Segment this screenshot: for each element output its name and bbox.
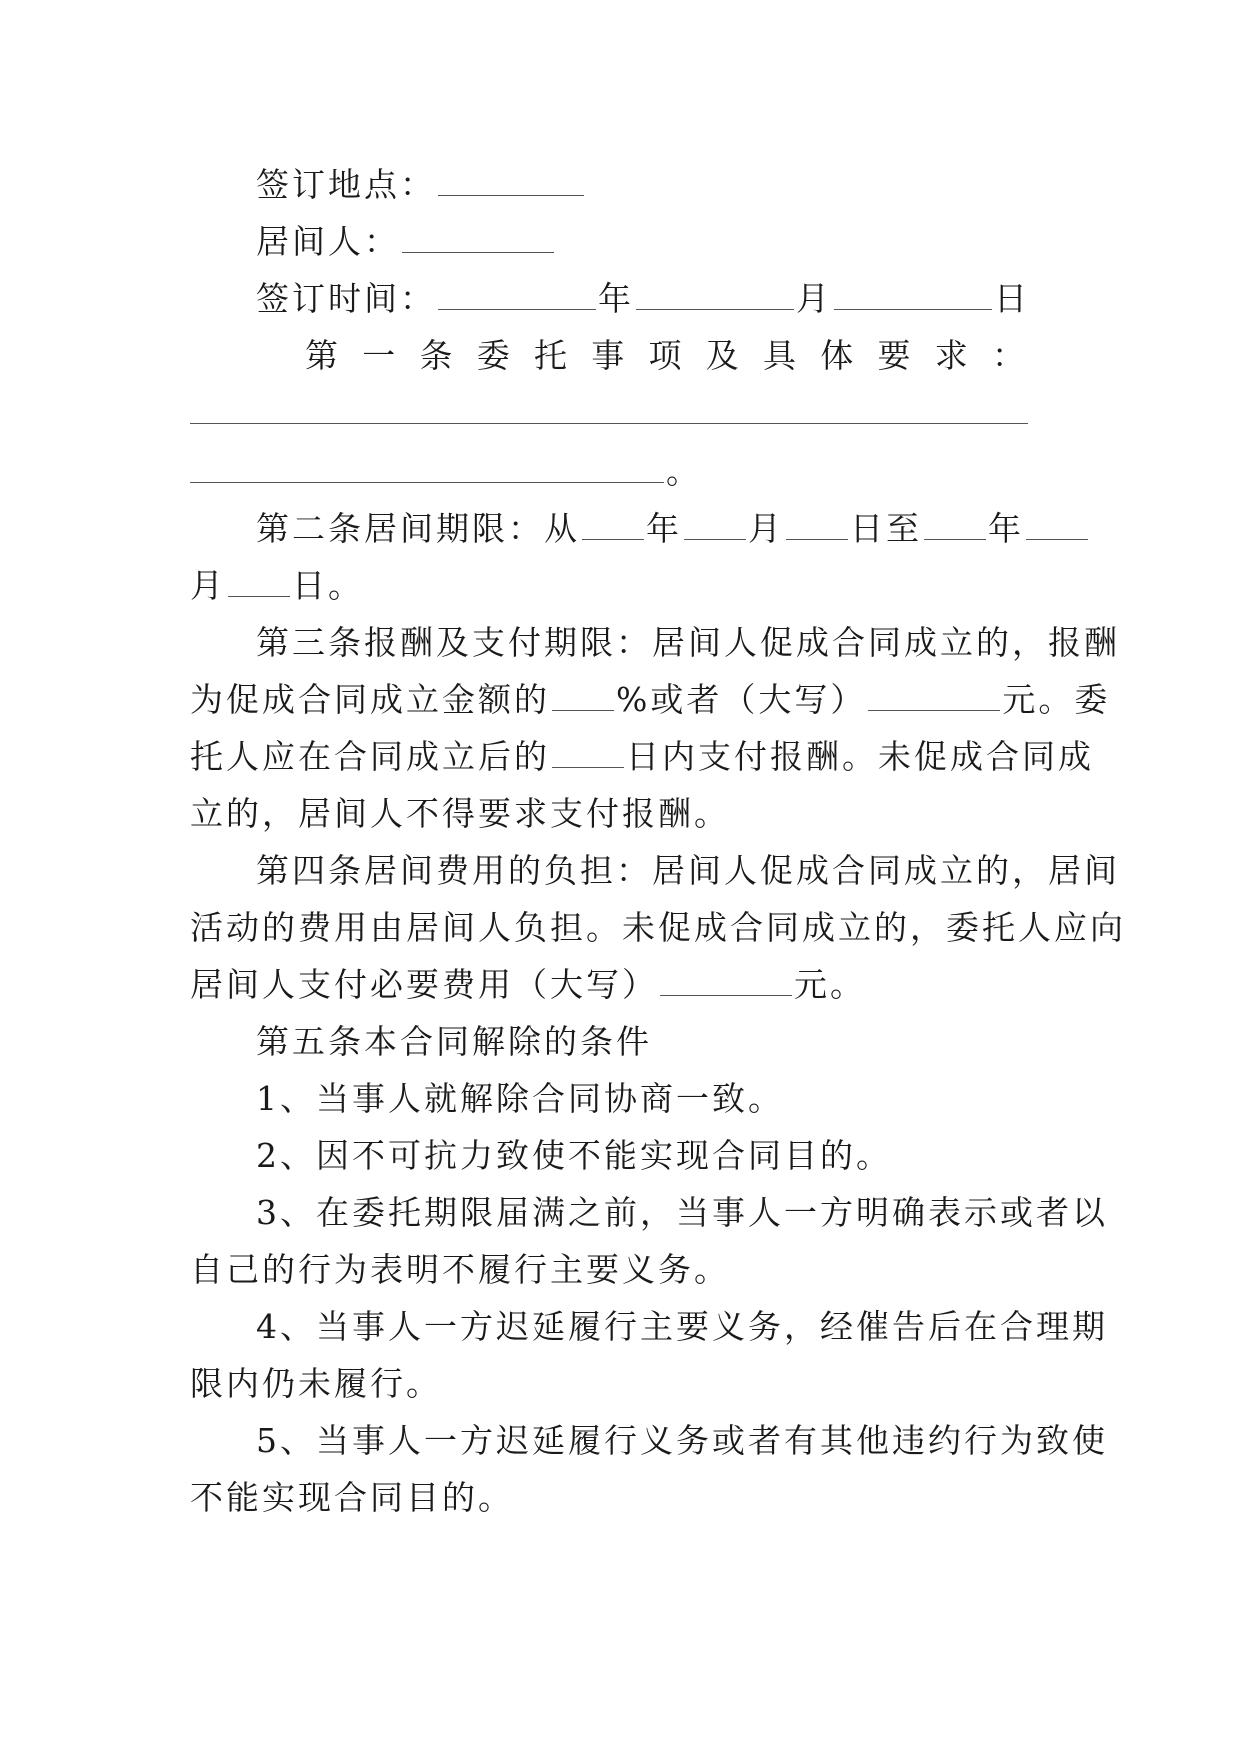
article5-item1: 1、当事人就解除合同协商一致。 [256,1079,784,1118]
signing-year-unit: 年 [598,279,634,318]
article5-item2: 2、因不可抗力致使不能实现合同目的。 [256,1136,892,1175]
article2-day2-unit: 日。 [292,566,364,605]
article3-line3-prefix: 托人应在合同成立后的 [190,737,550,776]
article2-prefix: 第二条居间期限：从 [256,509,580,548]
article1-char: 具 [763,336,796,375]
article2-month-unit: 月 [748,509,784,548]
broker-line [256,222,1116,262]
article1-blank-line-2 [190,452,664,483]
article1-char: 一 [362,336,396,375]
article3-line2 [190,680,1111,720]
article1-char: 托 [534,336,567,375]
signing-place-blank [438,165,584,196]
article3-line3 [190,737,1094,777]
article2-line2 [190,566,1050,606]
article3-amount-blank [868,680,1000,711]
signing-year-blank [438,279,596,310]
signing-place-line [256,165,1116,205]
article2-day2-blank [228,566,290,597]
article1-end-mark: 。 [666,452,702,491]
article1-line2 [190,452,1050,492]
broker-label: 居间人： [256,222,400,261]
article2-month2-blank [1026,509,1088,540]
article4-amount-blank [660,965,792,996]
article1-char: 项 [648,336,682,375]
article5-item4-line2: 限内仍未履行。 [190,1364,442,1403]
article1-char: 事 [591,336,625,375]
article1-char: 及 [705,336,739,375]
signing-day-unit: 日 [994,279,1030,318]
article2-year2-unit: 年 [988,509,1024,548]
article3-line2-suffix: 元。委 [1002,680,1111,719]
article3-days-blank [552,737,624,768]
article3-percent-blank [552,680,614,711]
article3-line3-suffix: 日内支付报酬。未促成合同成 [626,737,1094,776]
article5-item5-line1: 5、当事人一方迟延履行义务或者有其他违约行为致使 [256,1421,1108,1460]
article3-line1: 第三条报酬及支付期限：居间人促成合同成立的，报酬 [256,623,1120,662]
broker-blank [402,222,554,253]
article4-line1: 第四条居间费用的负担：居间人促成合同成立的，居间 [256,851,1120,890]
article2-day-to: 日至 [850,509,922,548]
article3-line4: 立的，居间人不得要求支付报酬。 [190,794,730,833]
article3-line2-mid: %或者（大写） [616,680,867,719]
signing-month-unit: 月 [796,279,832,318]
article1-heading [305,336,1025,376]
signing-day-blank [834,279,992,310]
article2-month-blank [684,509,746,540]
article1-blank-line-1 [190,422,1028,424]
article5-item5-line2: 不能实现合同目的。 [190,1478,514,1517]
article2-year2-blank [924,509,986,540]
article1-char: 要 [877,336,911,375]
article3-line2-prefix: 为促成合同成立金额的 [190,680,550,719]
article2-year-unit: 年 [646,509,682,548]
article2-year-blank [582,509,644,540]
article2-month2-unit: 月 [190,566,226,605]
article1-char: 条 [419,336,453,375]
article2-line1 [256,509,1116,549]
article2-day-blank [786,509,848,540]
article5-item4-line1: 4、当事人一方迟延履行主要义务，经催告后在合理期 [256,1307,1108,1346]
article5-item3-line2: 自己的行为表明不履行主要义务。 [190,1250,730,1289]
signing-month-blank [636,279,794,310]
article1-char: ： [992,336,1025,375]
article1-char: 体 [820,336,854,375]
article1-char: 委 [476,336,510,375]
signing-time-line [256,279,1116,319]
signing-time-label: 签订时间： [256,279,436,318]
article4-line3 [190,965,1050,1005]
article1-char: 第 [305,336,338,375]
signing-place-label: 签订地点： [256,165,436,204]
article4-line2: 活动的费用由居间人负担。未促成合同成立的，委托人应向 [190,908,1126,947]
article5-item3-line1: 3、在委托期限届满之前，当事人一方明确表示或者以 [256,1193,1108,1232]
article5-title: 第五条本合同解除的条件 [256,1022,652,1061]
article1-char: 求 [934,336,968,375]
article4-line3-suffix: 元。 [794,965,866,1004]
article4-line3-prefix: 居间人支付必要费用（大写） [190,965,658,1004]
